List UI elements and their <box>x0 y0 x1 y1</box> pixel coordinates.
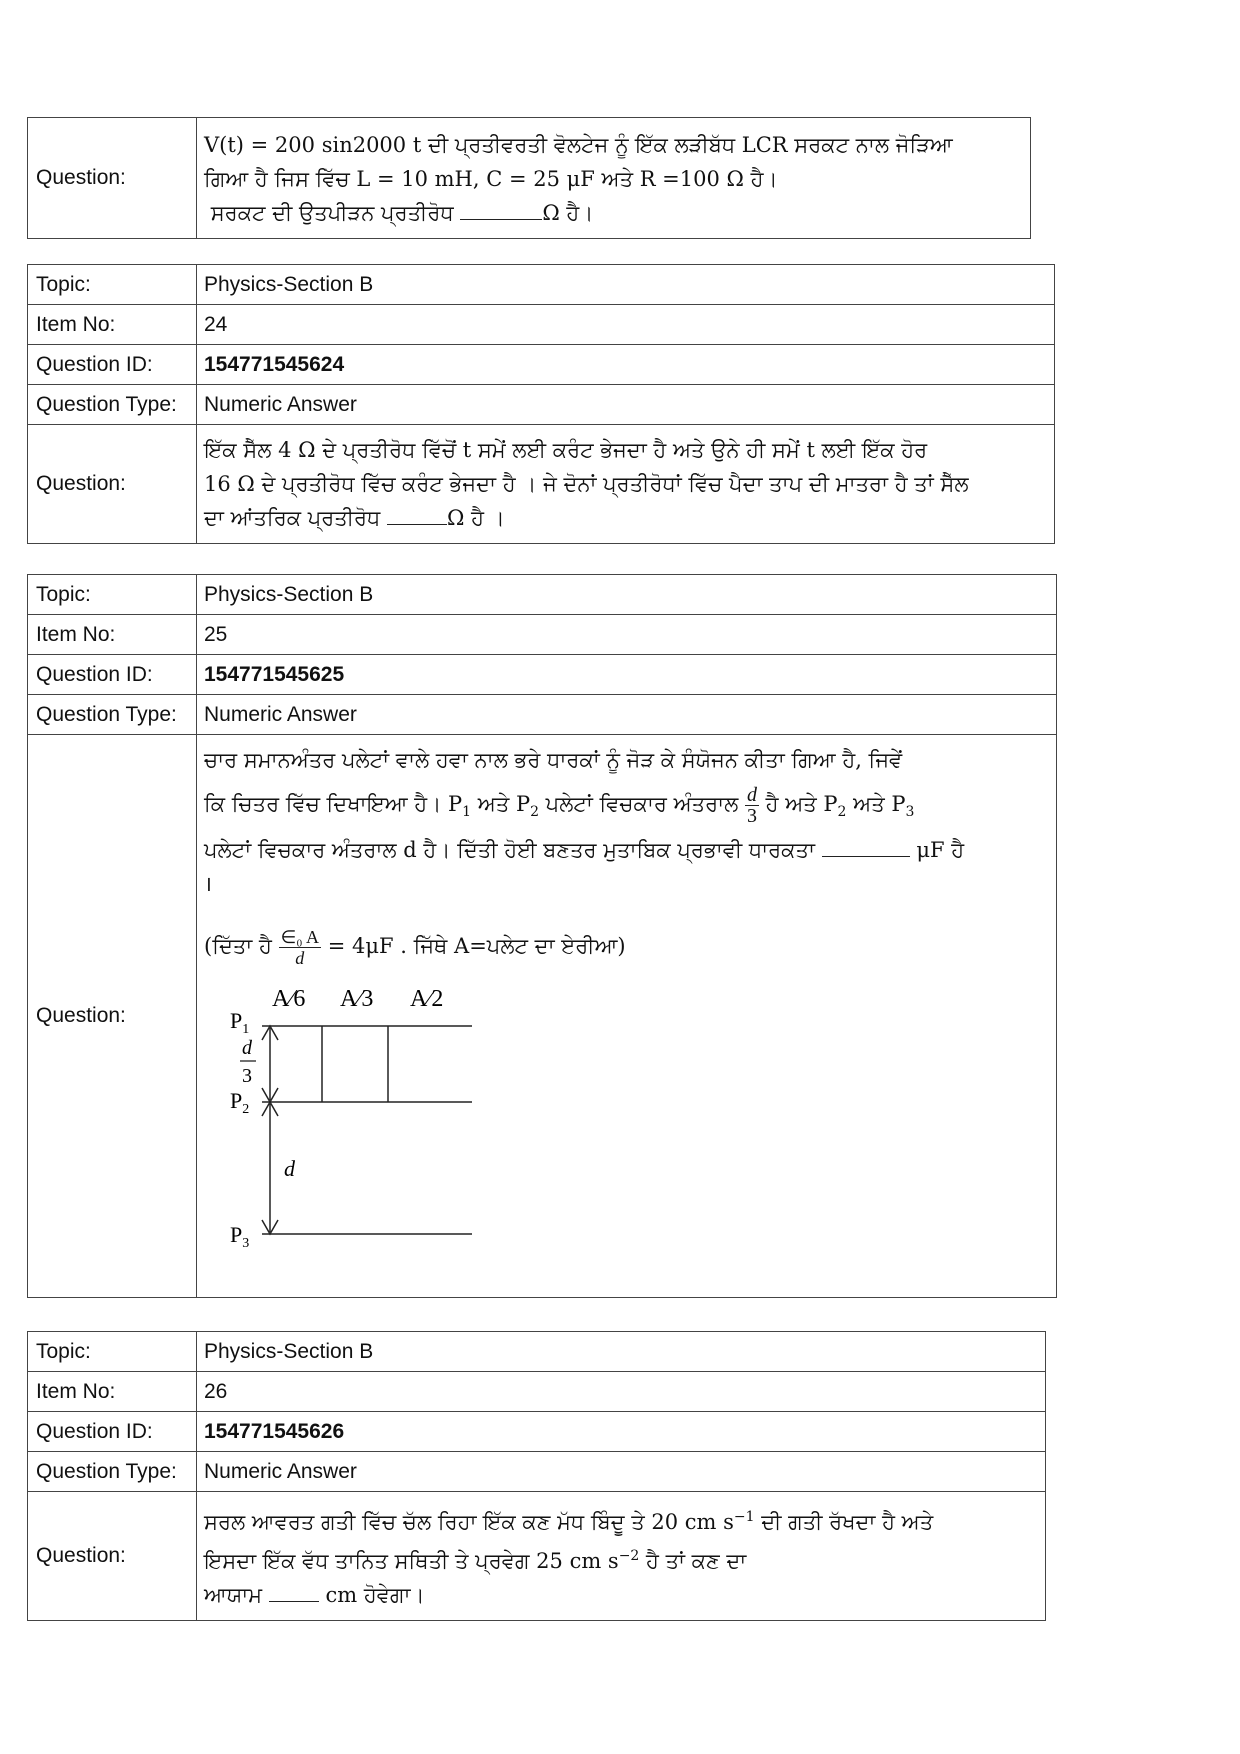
question-line-text: ਹੈ ਤਾਂ ਕਣ ਦਾ <box>639 1549 747 1573</box>
question-id-label: Question ID: <box>28 655 197 695</box>
answer-blank <box>387 504 447 525</box>
topic-value: Physics-Section B <box>197 1332 1046 1372</box>
question-line-text: ਦਾ ਆਂਤਰਿਕ ਪ੍ਰਤੀਰੋਧ <box>204 506 381 530</box>
question-text <box>197 118 1031 239</box>
fraction-numerator: d <box>746 784 757 806</box>
item-no-label: Item No: <box>28 615 197 655</box>
subscript: 2 <box>530 804 539 821</box>
topic-label: Topic: <box>28 575 197 615</box>
subscript: 2 <box>837 804 847 821</box>
topic-value: Physics-Section B <box>197 575 1057 615</box>
item-no-value: 26 <box>197 1372 1046 1412</box>
question-text <box>197 1492 1046 1621</box>
item-no-label: Item No: <box>28 305 197 345</box>
plate-label-p1: $P_1$ <box>230 1008 250 1038</box>
question-text <box>197 425 1055 544</box>
superscript: −2 <box>618 1548 640 1564</box>
given-line <box>204 927 1048 968</box>
question-type-label: Question Type: <box>28 695 197 735</box>
question-id-value: 154771545626 <box>197 1412 1046 1452</box>
question-label: Question: <box>28 118 197 239</box>
answer-blank <box>269 1581 319 1602</box>
question-line-text: ਹੈ ਅਤੇ P <box>758 792 838 816</box>
given-text: = 4μF . ਜਿੱਥੇ A=ਪਲੇਟ ਦਾ ਏਰੀਆ) <box>321 934 626 959</box>
fraction-d-over-3 <box>745 785 759 826</box>
question-line: । <box>204 872 212 897</box>
question-line-text: ਅਤੇ P <box>846 792 906 816</box>
question-line-text: ਸਰਕਟ ਦੀ ਉਤਪੀੜਨ ਪ੍ਰਤੀਰੋਧ <box>210 201 454 225</box>
question-line: ਚਾਰ ਸਮਾਨਅੰਤਰ ਪਲੇਟਾਂ ਵਾਲੇ ਹਵਾ ਨਾਲ ਭਰੇ ਧਾਰਕਾਂ ਨੂੰ ਜੋੜ ਕੇ ਸੰਯੋਜਨ ਕੀਤਾ ਗਿਆ ਹੈ, ਜਿਵੇਂ <box>204 748 903 772</box>
subscript: 3 <box>905 804 915 821</box>
topic-label: Topic: <box>28 1332 197 1372</box>
capacitor-plates-diagram <box>212 970 472 1270</box>
question-line <box>204 501 1046 535</box>
gap-label-d: d <box>284 1156 295 1182</box>
superscript: −1 <box>733 1509 755 1525</box>
fraction-denominator: 3 <box>746 805 757 827</box>
question-label: Question: <box>28 425 197 544</box>
question-line: ਗਿਆ ਹੈ ਜਿਸ ਵਿੱਚ L = 10 mH, C = 25 μF ਅਤੇ R =100 Ω ਹੈ। <box>204 167 778 191</box>
question-line <box>204 1539 1037 1578</box>
question-line-text: Ω ਹੈ। <box>542 201 594 225</box>
question-type-label: Question Type: <box>28 385 197 425</box>
question-line-text: ਪਲੇਟਾਂ ਵਿਚਕਾਰ ਅੰਤਰਾਲ <box>539 792 745 816</box>
question-line <box>204 1500 1037 1539</box>
question-block-25 <box>27 574 1057 1298</box>
given-text: (ਦਿੱਤਾ ਹੈ <box>204 934 279 959</box>
question-label: Question: <box>28 735 197 1298</box>
plate-label-p2: $P_2$ <box>230 1088 250 1118</box>
question-line-text: ਕਿ ਚਿਤਰ ਵਿੱਚ ਦਿਖਾਇਆ ਹੈ। P <box>204 792 463 816</box>
question-line: V(t) = 200 sin2000 t ਦੀ ਪ੍ਰਤੀਵਰਤੀ ਵੋਲਟੇਜ ਨੂੰ ਇੱਕ ਲੜੀਬੱਧ LCR ਸਰਕਟ ਨਾਲ ਜੋੜਿਆ <box>204 133 953 157</box>
question-id-value: 154771545624 <box>197 345 1055 385</box>
item-no-value: 25 <box>197 615 1057 655</box>
question-line-text: ਅਤੇ P <box>471 792 531 816</box>
question-line <box>204 1578 1037 1612</box>
area-label-a3: A⁄3 <box>340 986 374 1013</box>
question-line-text: μF ਹੈ <box>916 838 965 863</box>
gap-label-d-numerator: d <box>242 1037 252 1060</box>
question-line-text: ਆਯਾਮ <box>204 1583 263 1607</box>
question-type-value: Numeric Answer <box>197 1452 1046 1492</box>
question-type-value: Numeric Answer <box>197 385 1055 425</box>
question-line-text: ਸਰਲ ਆਵਰਤ ਗਤੀ ਵਿੱਚ ਚੱਲ ਰਿਹਾ ਇੱਕ ਕਣ ਮੱਧ ਬਿੰਦੂ ਤੇ 20 cm s <box>204 1510 734 1534</box>
question-label: Question: <box>28 1492 197 1621</box>
gap-label-d-denominator: 3 <box>242 1065 252 1088</box>
subscript: 1 <box>462 804 472 821</box>
plate-label-p3: $P_3$ <box>230 1222 250 1252</box>
question-line: ਇੱਕ ਸੈੱਲ 4 Ω ਦੇ ਪ੍ਰਤੀਰੋਧ ਵਿੱਚੋਂ t ਸਮੇਂ ਲਈ ਕਰੰਟ ਭੇਜਦਾ ਹੈ ਅਤੇ ਉਨੇ ਹੀ ਸਮੇਂ t ਲਈ ਇੱਕ ਹੋਰ <box>204 438 928 462</box>
question-block-26 <box>27 1331 1046 1621</box>
question-line: 16 Ω ਦੇ ਪ੍ਰਤੀਰੋਧ ਵਿੱਚ ਕਰੰਟ ਭੇਜਦਾ ਹੈ । ਜੇ ਦੋਨਾਂ ਪ੍ਰਤੀਰੋਧਾਂ ਵਿੱਚ ਪੈਦਾ ਤਾਪ ਦੀ ਮਾਤਰਾ ਹੈ ਤਾਂ ਸੈੱਲ <box>204 472 969 496</box>
question-block-24 <box>27 264 1055 544</box>
question-line <box>204 196 1022 230</box>
question-line-text: ਪਲੇਟਾਂ ਵਿਚਕਾਰ ਅੰਤਰਾਲ d ਹੈ। ਦਿੱਤੀ ਹੋਈ ਬਣਤਰ ਮੁਤਾਬਿਕ ਪ੍ਰਭਾਵੀ ਧਾਰਕਤਾ <box>204 838 815 863</box>
question-type-value: Numeric Answer <box>197 695 1057 735</box>
question-id-value: 154771545625 <box>197 655 1057 695</box>
topic-value: Physics-Section B <box>197 265 1055 305</box>
area-label-a2: A⁄2 <box>410 986 444 1013</box>
fraction-denominator: d <box>295 948 305 969</box>
item-no-label: Item No: <box>28 1372 197 1412</box>
question-id-label: Question ID: <box>28 1412 197 1452</box>
question-block-23 <box>27 117 1031 239</box>
question-type-label: Question Type: <box>28 1452 197 1492</box>
fraction-numerator: ∈₀ A <box>280 927 320 948</box>
fraction-epsilon-a-over-d <box>279 927 321 968</box>
question-line-text: ਇਸਦਾ ਇੱਕ ਵੱਧ ਤਾਨਿਤ ਸਥਿਤੀ ਤੇ ਪ੍ਰਵੇਗ 25 cm s <box>204 1549 619 1573</box>
question-text <box>197 735 1057 1298</box>
topic-label: Topic: <box>28 265 197 305</box>
question-line-text: cm ਹੋਵੇਗਾ। <box>325 1583 425 1607</box>
question-line-text: ਦੀ ਗਤੀ ਰੱਖਦਾ ਹੈ ਅਤੇ <box>754 1510 934 1534</box>
item-no-value: 24 <box>197 305 1055 345</box>
area-label-a6: A⁄6 <box>272 986 306 1013</box>
answer-blank <box>822 836 910 857</box>
question-line <box>204 785 1048 829</box>
question-id-label: Question ID: <box>28 345 197 385</box>
answer-blank <box>460 199 542 220</box>
question-line-text: Ω ਹੈ । <box>446 506 505 530</box>
question-line <box>204 833 1048 867</box>
